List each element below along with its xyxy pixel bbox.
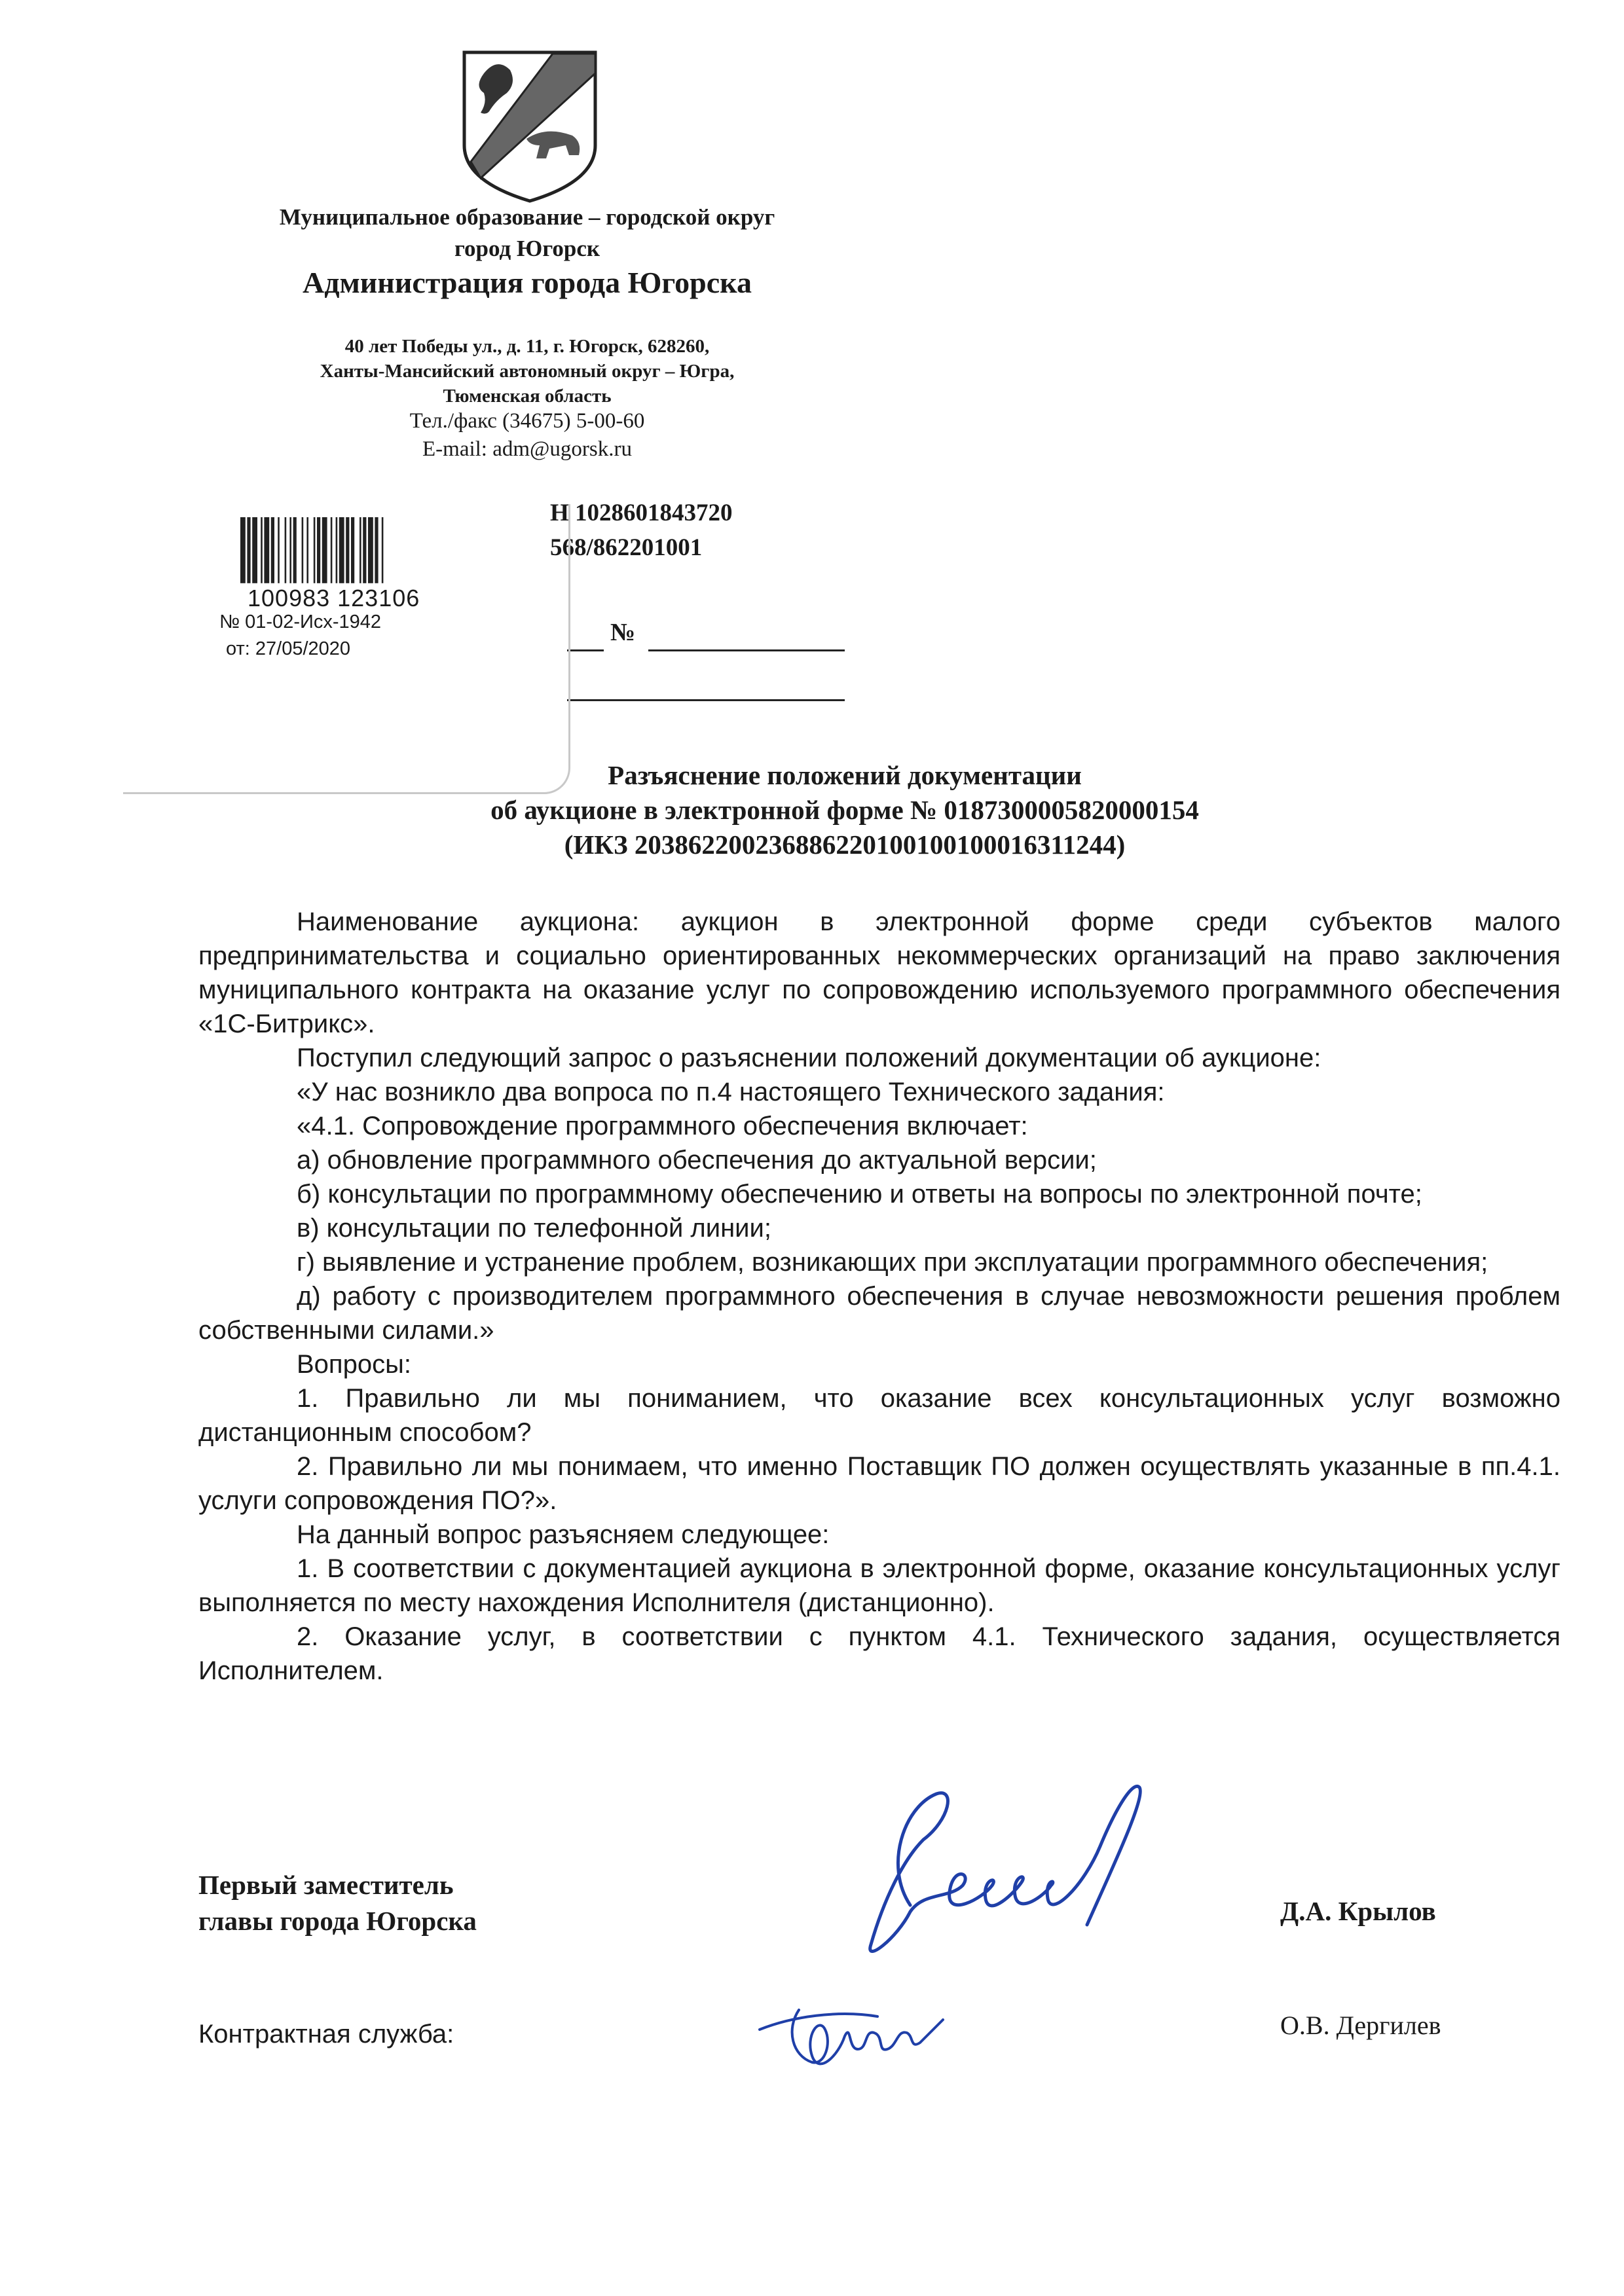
signer-position-line1: Первый заместитель [198, 1870, 454, 1900]
barcode-bar [293, 517, 297, 583]
barcode-bar [346, 517, 349, 583]
body-paragraph: в) консультации по телефонной линии; [297, 1214, 771, 1243]
barcode-bar [360, 517, 361, 583]
registration-date: от: 27/05/2020 [226, 638, 351, 659]
subject-line3: (ИКЗ 203862200236886220100100100016311244) [564, 829, 1126, 860]
registration-number: № 01-02-Исх-1942 [219, 611, 382, 632]
barcode-bar [252, 517, 257, 583]
barcode-bar [363, 517, 366, 583]
barcode-bar [247, 517, 250, 583]
body-paragraph: д) работу с производителем программного обеспечения в случае невозможности решения проблем собственными силами.» [198, 1282, 1560, 1345]
contract-service-label: Контрактная служба: [198, 2020, 454, 2049]
subject-line2: об аукционе в электронной форме № 0187300005820000154 [490, 795, 1199, 825]
signer-position-line2: главы города Югорска [198, 1906, 477, 1936]
barcode-bar [314, 517, 316, 583]
body-paragraph: 1. В соответствии с документацией аукциона в электронной форме, оказание консультационных услуг выполняется по месту нахождения Исполнителя (дистанционно). [198, 1554, 1560, 1617]
date-blank-line [567, 649, 604, 651]
barcode-bar [278, 517, 280, 583]
barcode-bar [261, 517, 263, 583]
letter-body [198, 905, 1560, 1688]
barcode-bar [351, 517, 354, 583]
barcode-bar [382, 517, 384, 583]
address-line2: Ханты-Мансийский автономный округ – Югра, [320, 361, 735, 382]
barcode-bar [285, 517, 287, 583]
barcode-bar [240, 517, 246, 583]
number-sign: № [610, 619, 636, 646]
barcode-bar [368, 517, 373, 583]
barcode-bar [322, 517, 327, 583]
body-paragraph: 1. Правильно ли мы пониманием, что оказание всех консультационных услуг возможно дистанционным способом? [198, 1384, 1560, 1447]
barcode-bar [317, 517, 320, 583]
barcode-bar [375, 517, 378, 583]
barcode-bar [264, 517, 269, 583]
barcode-bar [339, 517, 344, 583]
body-paragraph: а) обновление программного обеспечения до актуальной версии; [297, 1146, 1097, 1175]
phone-fax: Тел./факс (34675) 5-00-60 [409, 409, 645, 433]
barcode-bar [331, 517, 333, 583]
signer-name: Д.А. Крылов [1280, 1896, 1436, 1926]
email-address: E-mail: adm@ugorsk.ru [422, 437, 632, 461]
org-name-line2: город Югорск [454, 236, 600, 261]
org-name-line1: Муниципальное образование – городской округ [279, 204, 775, 230]
body-paragraph: На данный вопрос разъясняем следующее: [297, 1520, 830, 1549]
barcode-bar [302, 517, 304, 583]
handwritten-signature-1 [825, 1768, 1192, 1964]
body-paragraph: Наименование аукциона: аукцион в электронной форме среди субъектов малого предпринимательства и социально ориентированных некоммерческих организаций на право заключения муниципального контракта на оказание услуг по сопровождению используемого программного обеспечения «1С-Битрикс». [198, 907, 1560, 1038]
barcode-digits: 100983 123106 [248, 585, 420, 611]
body-paragraph: «4.1. Сопровождение программного обеспечения включает: [297, 1112, 1028, 1140]
barcode-bar [289, 517, 291, 583]
coat-of-arms-emblem [454, 47, 605, 204]
number-blank-line [648, 649, 845, 651]
ogrn-number: Н 1028601843720 [550, 500, 733, 526]
address-line1: 40 лет Победы ул., д. 11, г. Югорск, 628260, [344, 336, 710, 357]
body-paragraph: Вопросы: [297, 1350, 411, 1379]
administration-title: Администрация города Югорска [302, 266, 752, 299]
address-line3: Тюменская область [443, 386, 612, 407]
inn-kpp-number: 568/862201001 [550, 534, 703, 561]
body-paragraph: г) выявление и устранение проблем, возникающих при эксплуатации программного обеспечения; [297, 1248, 1488, 1277]
subject-line1: Разъяснение положений документации [608, 760, 1082, 790]
handwritten-signature-2 [747, 1971, 963, 2082]
body-paragraph: 2. Правильно ли мы понимаем, что именно Поставщик ПО должен осуществлять указанные в пп.4.1. услуги сопровождения ПО?». [198, 1452, 1560, 1515]
body-paragraph: б) консультации по программному обеспечению и ответы на вопросы по электронной почте; [297, 1180, 1422, 1209]
body-paragraph: 2. Оказание услуг, в соответствии с пунктом 4.1. Технического задания, осуществляется Исполнителем. [198, 1622, 1560, 1685]
barcode-bar [336, 517, 338, 583]
body-paragraph: «У нас возникло два вопроса по п.4 настоящего Технического задания: [297, 1078, 1165, 1106]
contract-service-name: О.В. Дергилев [1280, 2011, 1441, 2040]
body-paragraph: Поступил следующий запрос о разъяснении положений документации об аукционе: [297, 1044, 1321, 1072]
barcode-bar [271, 517, 274, 583]
barcode-bar [306, 517, 308, 583]
reference-blank-line [567, 699, 845, 701]
